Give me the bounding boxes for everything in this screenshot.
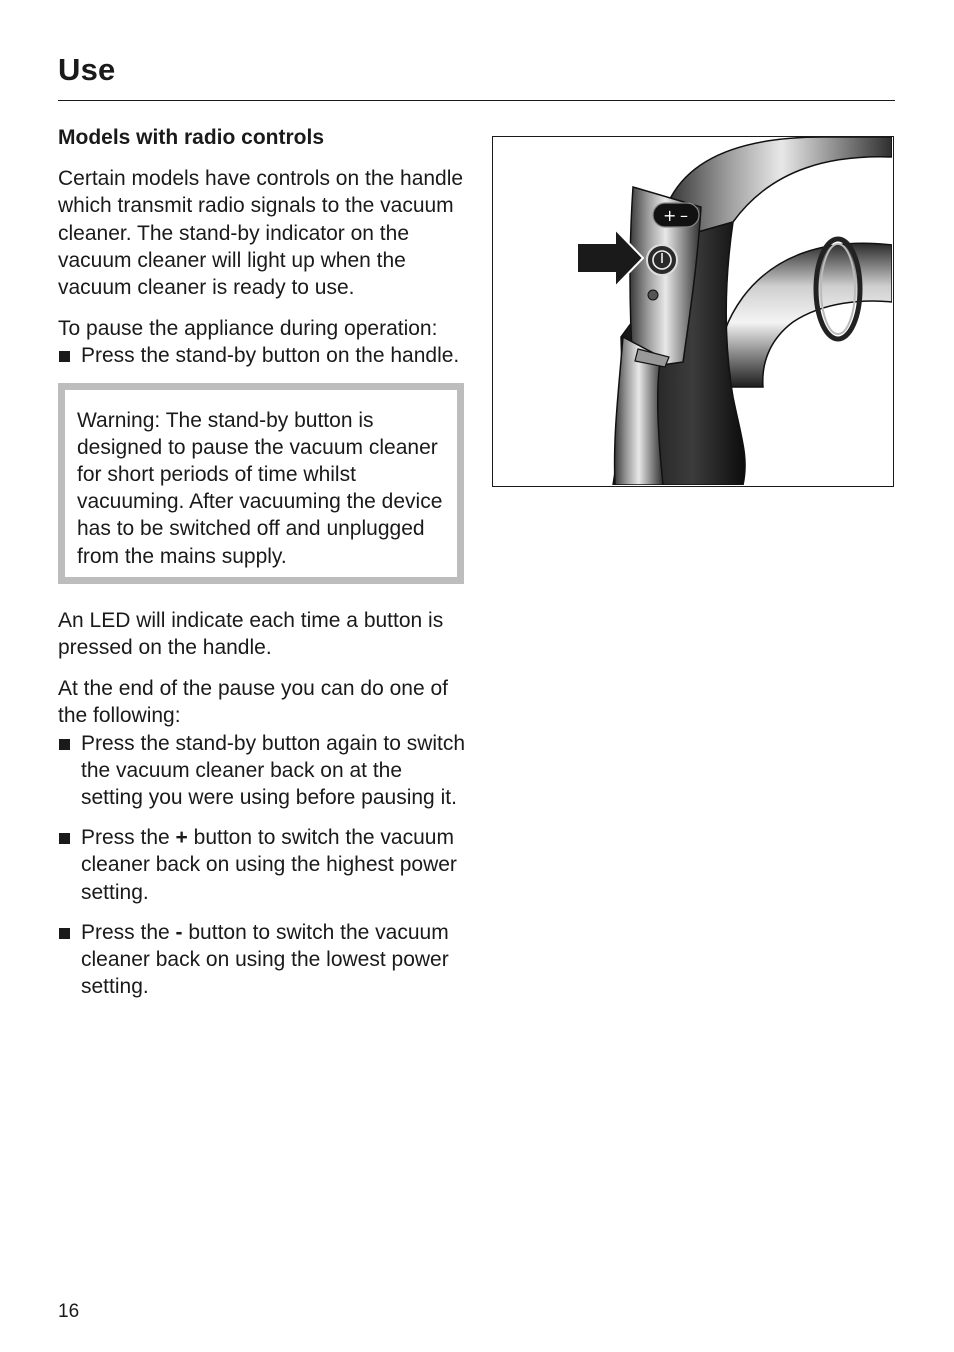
pause-lead: To pause the appliance during operation:: [58, 317, 438, 341]
option-text-before: Press the: [81, 920, 176, 944]
option-plus: [58, 824, 468, 906]
pause-bullet: [58, 342, 468, 369]
bullet-square-icon: [59, 351, 70, 362]
pause-bullet-text: Press the stand-by button on the handle.: [81, 344, 460, 368]
option-minus: [58, 919, 468, 1001]
led-note: An LED will indicate each time a button is pressed on the handle.: [58, 608, 444, 660]
bullet-square-icon: [59, 833, 70, 844]
warning-text: Warning: The stand-by button is designed to pause the vacuum cleaner for short periods of time whilst vacuuming. After vacuuming the device has to be switched off and unplugged from the mains supply.: [77, 408, 443, 568]
page-number: 16: [58, 1301, 80, 1322]
bullet-square-icon: [59, 739, 70, 750]
warning-box: [58, 383, 464, 584]
minus-key: -: [175, 920, 183, 944]
page-heading: Use: [58, 52, 116, 87]
end-lead: At the end of the pause you can do one of the following:: [58, 677, 448, 728]
intro-paragraph: Certain models have controls on the handle which transmit radio signals to the vacuum cleaner. The stand-by indicator on the vacuum cleaner will light up when the vacuum cleaner is ready to use.: [58, 167, 464, 300]
vacuum-handle-illustration-svg: [493, 137, 892, 485]
plus-key: +: [175, 826, 188, 850]
minus-label: –: [680, 206, 688, 225]
option-standby: [58, 730, 468, 812]
option-text: Press the stand-by button again to switch the vacuum cleaner back on at the setting you were using before pausing it.: [81, 731, 466, 810]
plus-label: +: [663, 206, 677, 225]
option-text-after: button to switch the vacuum cleaner back on using the lowest power setting.: [81, 920, 449, 999]
option-text-before: Press the: [81, 826, 176, 850]
vacuum-handle-illustration: [492, 136, 894, 487]
bullet-square-icon: [59, 928, 70, 939]
option-text-after: button to switch the vacuum cleaner back on using the highest power setting.: [81, 826, 457, 904]
section-title: Models with radio controls: [58, 126, 325, 149]
text-column: [58, 124, 468, 1013]
heading-rule: [58, 100, 895, 101]
